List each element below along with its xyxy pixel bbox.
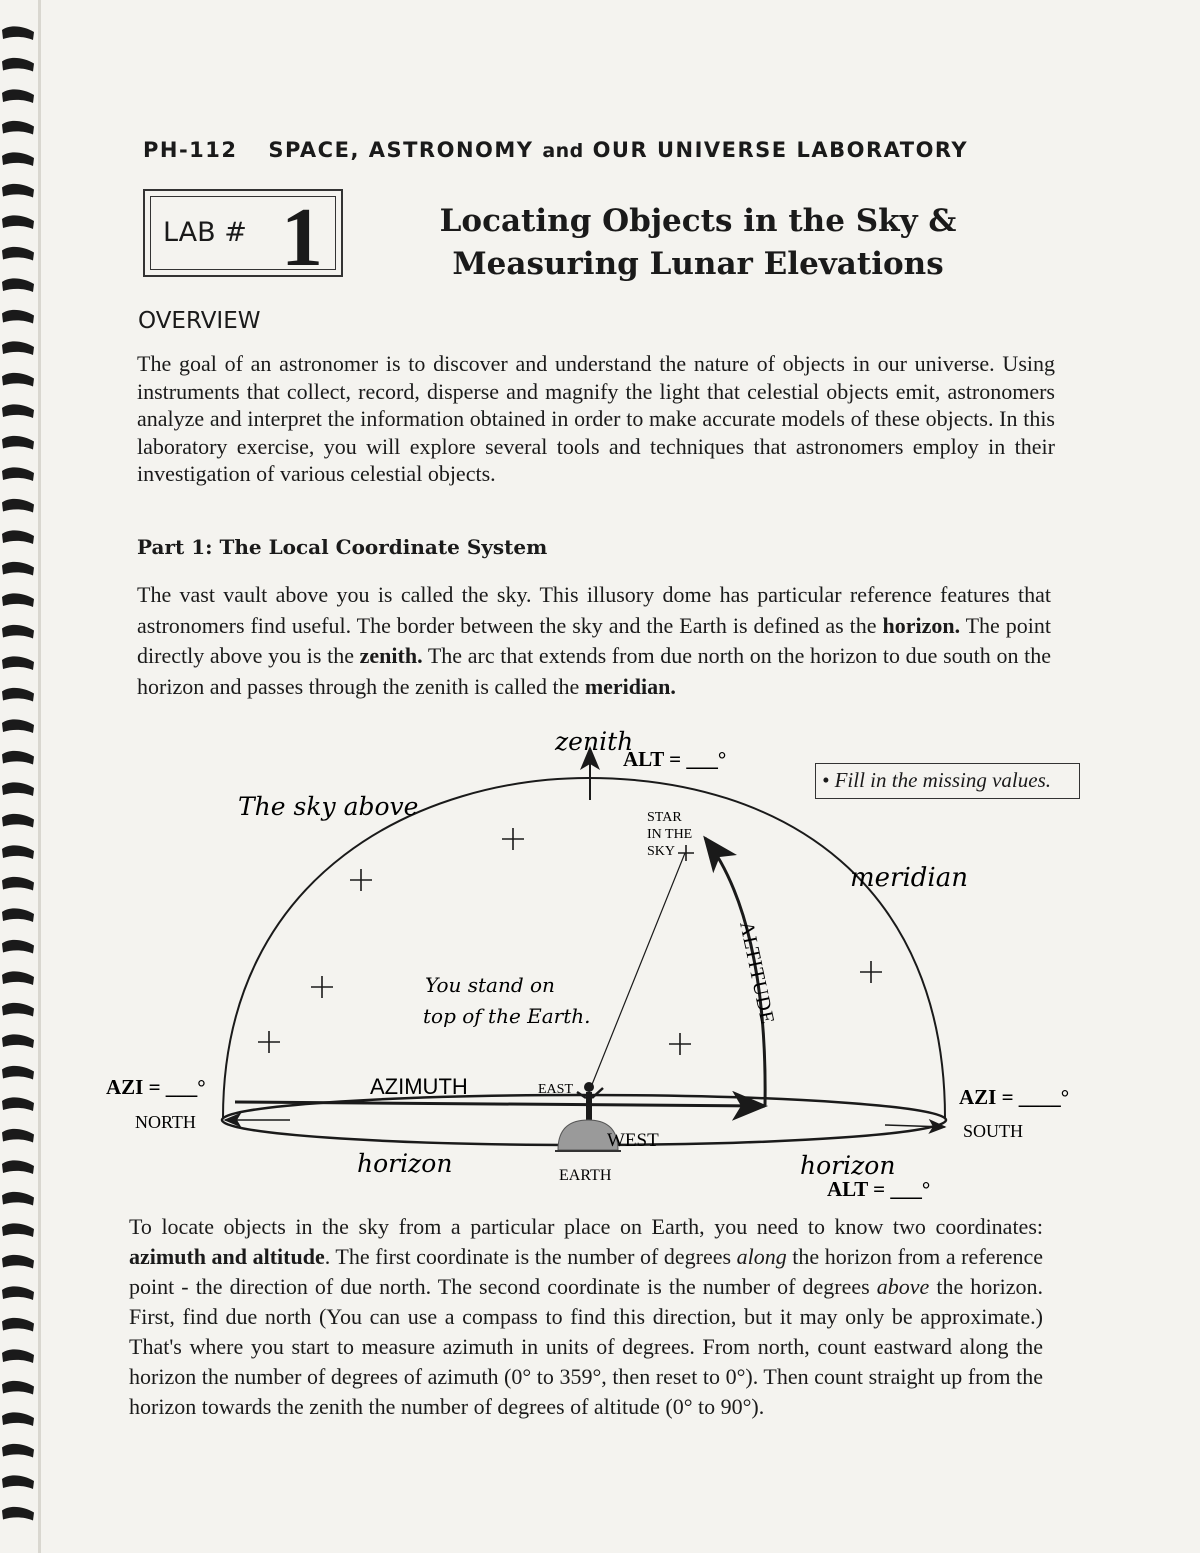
- spiral-coil: [2, 656, 34, 670]
- spiral-coil: [2, 215, 34, 229]
- spiral-coil: [2, 971, 34, 985]
- star-cross-3: [311, 976, 333, 998]
- term-altitude: altitude: [252, 1244, 325, 1269]
- spiral-coil: [2, 247, 34, 261]
- alt-top-label: ALT = ___°: [623, 747, 727, 771]
- spiral-coil: [2, 782, 34, 796]
- star-cross-4: [258, 1031, 280, 1053]
- observer-figure-icon: [577, 1082, 603, 1122]
- course-code: PH-112: [143, 138, 238, 162]
- azimuth-arrow: [235, 1102, 765, 1106]
- spiral-coil: [2, 1097, 34, 1111]
- p2-text-d: the horizon. First, find due north (You can use a compass to find this direction, but it may only be approximate.) That's where you start to measure azimuth in units of degrees. From north, count eastward along the horizon the number of degrees of azimuth (0° to 359°, then reset to 0°). Then count straight up from the horizon towards the zenith the number of degrees of altitude (0° to 90°).: [129, 1274, 1043, 1419]
- part1-heading: Part 1: The Local Coordinate System: [137, 535, 548, 559]
- p2-text-a: To locate objects in the sky from a particular place on Earth, you need to know two coordinates:: [129, 1214, 1043, 1239]
- spiral-coil: [2, 152, 34, 166]
- p2-text-b: . The first coordinate is the number of degrees: [324, 1244, 737, 1269]
- star-label-line1: STAR: [647, 810, 682, 825]
- course-title-and: and: [542, 140, 584, 162]
- spiral-coil: [2, 751, 34, 765]
- term-and: and: [206, 1244, 253, 1269]
- azi-north-label: AZI = ___°: [106, 1075, 206, 1099]
- spiral-coil: [2, 184, 34, 198]
- spiral-coil: [2, 1475, 34, 1489]
- spiral-coil: [2, 845, 34, 859]
- spiral-coil: [2, 1160, 34, 1174]
- altitude-label: ALTITUDE: [735, 919, 779, 1027]
- azi-south-label: AZI = ____°: [959, 1085, 1070, 1109]
- spiral-coil: [2, 940, 34, 954]
- star-cross-1: [502, 828, 524, 850]
- star-cross-7: [678, 845, 694, 861]
- spiral-coil: [2, 373, 34, 387]
- spiral-coil: [2, 1192, 34, 1206]
- spiral-coil: [2, 625, 34, 639]
- overview-paragraph: The goal of an astronomer is to discover and understand the nature of objects in our universe. Using instruments that collect, record, disperse and magnify the light that celestial objects emit, astronomers analyze and interpret the information obtained in order to make accurate models of these objects. In this laboratory exercise, you will explore several tools and techniques that astronomers employ in their investigation of various celestial objects.: [137, 351, 1055, 486]
- spiral-coil: [2, 121, 34, 135]
- star-cross-5: [669, 1033, 691, 1055]
- p1-text-a: The vast vault above you is called the sky. This illusory dome has particular reference features that astronomers find useful. The border between the sky and the Earth is defined as the: [137, 582, 1051, 638]
- west-label: WEST: [607, 1130, 659, 1151]
- horizon-left-label: horizon: [357, 1149, 453, 1178]
- lab-title: [418, 200, 978, 286]
- spiral-coil: [2, 1129, 34, 1143]
- lab-number-box: [143, 189, 343, 284]
- lab-number: 1: [281, 191, 323, 284]
- overview-heading: OVERVIEW: [138, 308, 261, 334]
- spiral-coil: [2, 310, 34, 324]
- spiral-coil: [2, 499, 34, 513]
- star-cross-2: [350, 869, 372, 891]
- spiral-coil: [2, 1381, 34, 1395]
- spiral-coil: [2, 1003, 34, 1017]
- spiral-coil: [2, 719, 34, 733]
- term-along: along: [736, 1244, 787, 1269]
- spiral-coil: [2, 1412, 34, 1426]
- you-stand-line1: You stand on: [425, 973, 555, 997]
- lab-title-line2: Measuring Lunar Elevations: [452, 246, 944, 282]
- spiral-coil: [2, 467, 34, 481]
- sky-above-label: The sky above: [238, 792, 419, 821]
- you-stand-line2: top of the Earth.: [423, 1004, 591, 1028]
- spiral-coil: [2, 404, 34, 418]
- south-label: SOUTH: [963, 1121, 1024, 1141]
- term-azimuth: azimuth: [129, 1244, 206, 1269]
- earth-label: EARTH: [559, 1167, 612, 1184]
- spiral-coil: [2, 562, 34, 576]
- term-above: above: [876, 1274, 930, 1299]
- part1-paragraph-2: [129, 1212, 1043, 1422]
- east-label: EAST: [538, 1082, 573, 1097]
- p2-text-c: the horizon from a reference point - the direction of due north. The second coordinate is the number of degrees: [129, 1244, 1043, 1299]
- spiral-coil: [2, 530, 34, 544]
- line-of-sight: [589, 853, 685, 1092]
- zenith-label: zenith: [555, 727, 634, 756]
- term-meridian: meridian.: [584, 673, 676, 699]
- spiral-binding: [0, 0, 40, 1553]
- spiral-coil: [2, 1507, 34, 1521]
- horizon-right-label: horizon: [800, 1151, 896, 1180]
- spiral-coil: [2, 1286, 34, 1300]
- spiral-coil: [2, 593, 34, 607]
- term-horizon: horizon.: [882, 612, 961, 638]
- spiral-coil: [2, 436, 34, 450]
- spiral-coil: [2, 278, 34, 292]
- star-label-line3: SKY: [647, 844, 676, 859]
- course-title-part1: SPACE, ASTRONOMY: [268, 138, 534, 162]
- spiral-coil: [2, 89, 34, 103]
- spiral-coil: [2, 1444, 34, 1458]
- spiral-coil: [2, 877, 34, 891]
- star-label-line2: IN THE: [647, 827, 693, 842]
- azimuth-label: AZIMUTH: [370, 1074, 468, 1099]
- spiral-coil: [2, 1349, 34, 1363]
- p1-text-c: The arc that extends from due north on the horizon to due south on the horizon and passes through the zenith is called the: [137, 643, 1051, 699]
- spiral-coil: [2, 1223, 34, 1237]
- alt-bottom-label: ALT = ___°: [827, 1177, 931, 1201]
- spiral-coil: [2, 1066, 34, 1080]
- lab-label: LAB #: [163, 217, 247, 248]
- spiral-coil: [2, 814, 34, 828]
- sky-dome-arc: [223, 778, 945, 1118]
- course-title-part2: OUR UNIVERSE LABORATORY: [592, 138, 969, 162]
- page-edge: [38, 0, 41, 1553]
- fill-in-note-box: • Fill in the missing values.: [815, 763, 1080, 799]
- spiral-coil: [2, 1255, 34, 1269]
- star-cross-6: [860, 961, 882, 983]
- spiral-coil: [2, 341, 34, 355]
- north-label: NORTH: [135, 1112, 196, 1132]
- spiral-coil: [2, 58, 34, 72]
- part1-paragraph-1: [137, 580, 1051, 702]
- spiral-coil: [2, 1034, 34, 1048]
- course-header: [143, 138, 1043, 162]
- p1-text-b: The point directly above you is the: [137, 612, 1051, 668]
- spiral-coil: [2, 26, 34, 40]
- lab-title-line1: Locating Objects in the Sky &: [439, 203, 957, 239]
- lab-box-inner-border: [150, 191, 336, 284]
- spiral-coil: [2, 908, 34, 922]
- spiral-coil: [2, 1318, 34, 1332]
- meridian-label: meridian: [850, 863, 968, 893]
- term-zenith: zenith.: [359, 643, 423, 668]
- spiral-coil: [2, 688, 34, 702]
